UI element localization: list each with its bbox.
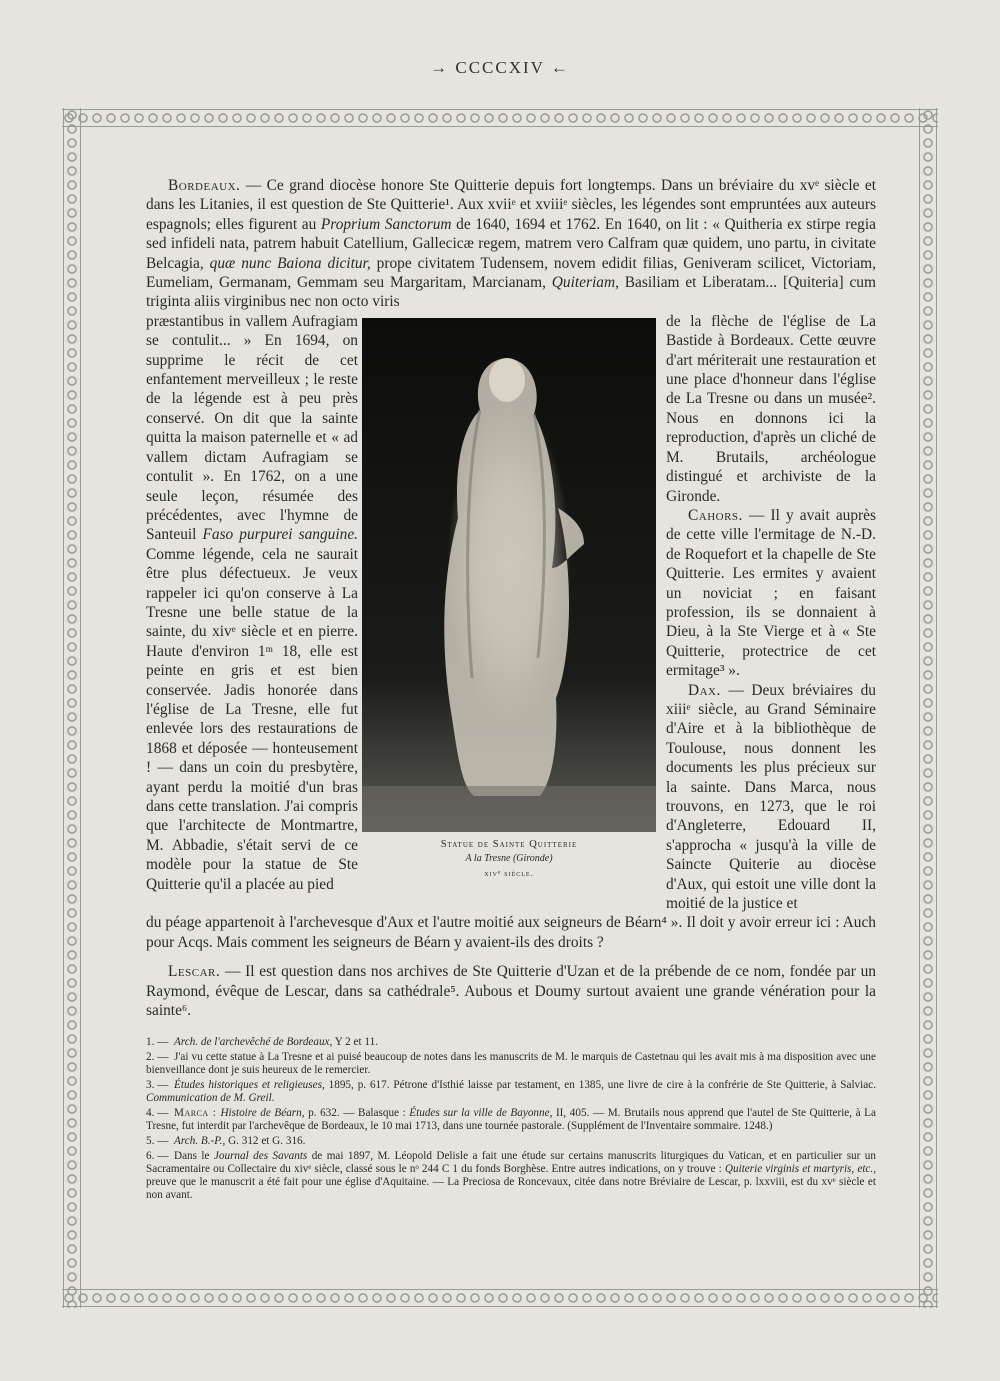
- footnote-number: 5. —: [146, 1135, 169, 1147]
- footnote-number: 1. —: [146, 1036, 169, 1048]
- text: — Ce grand diocèse honore Ste Quitterie depuis fort longtemps. Dans un bréviaire du xvᵉ siècle et dans les Litanies, il est question de Ste Quitterie¹. Aux xviiᵉ et xviiiᵉ siècles, les légendes sont empruntées aux auteurs espagnols; elles figurent au: [146, 177, 876, 233]
- text-italic: quæ nunc Baiona dicitur,: [209, 254, 371, 272]
- section-label-cahors: Cahors.: [688, 506, 743, 524]
- text: de 1640, 1694 et 1762. En 1640, on lit : « Quitheria ex stirpe regia sed infideli nata, patrem habuit Catellium, Gallecicæ regem, matrem vero Calfram quæ quidem, uno partu, in civitate Belcagia,: [146, 215, 876, 272]
- text: 1895, p. 617. Pétrone d'Isthié laisse par testament, en 1385, une livre de cire à la confrérie de Ste Quitterie, à Salviac.: [324, 1079, 876, 1091]
- paragraph-lescar: [146, 962, 876, 1020]
- text-italic: Quiteriam,: [551, 274, 619, 292]
- section-label-bordeaux: Bordeaux.: [168, 177, 241, 194]
- ornamental-border-right: [918, 108, 938, 1308]
- footnote-4: [146, 1107, 876, 1133]
- text-italic: Arch. de l'archevêché de Bordeaux,: [174, 1036, 333, 1048]
- main-text: [146, 176, 876, 1020]
- text: — Il y avait auprès de cette ville l'ermitage de N.-D. de Roquefort et la chapelle de Ste Quitterie. Les ermites y avaient un noviciat ; en faisant profession, ils se donnaient à Dieu, à la Ste Vierge et à « Ste Quitterie, protectrice de cet ermitage³ ».: [666, 506, 876, 680]
- footnote-number: 6. —: [146, 1150, 169, 1162]
- footnote-number: 3. —: [146, 1079, 169, 1091]
- statue-figure: [362, 318, 656, 880]
- text: p. 632. — Balasque :: [304, 1107, 410, 1119]
- ornamental-border-top: [62, 108, 938, 128]
- text: de la flèche de l'église de La Bastide à Bordeaux. Cette œuvre d'art mériterait une restauration et une place d'honneur dans l'église de La Tresne ou dans un musée². Nous en donnons ici la reproduction, d'après un cliché de M. Brutails, archéologue distingué et archiviste de la Gironde.: [666, 312, 876, 505]
- text: Y 2 et 11.: [332, 1036, 378, 1048]
- text: J'ai vu cette statue à La Tresne et ai puisé beaucoup de notes dans les manuscrits de M. le marquis de Castetnau qui les avait mis à ma disposition avec une bienveillance dont je suis heureux de le remercier.: [146, 1051, 876, 1076]
- text: præstantibus in vallem Aufragiam se contulit... » En 1694, on supprime le récit de cet enfantement merveilleux ; le reste de la légende est à peu près conservé. On dit que la sainte quitta la maison paternelle et « ad vallem dictam Aufragiam se contulit ». En 1762, on a une seule leçon, résumée des précédentes, avec l'hymne de Santeuil: [146, 312, 358, 544]
- text: de mai 1897, M. Léopold Delisle a fait une étude sur certains manuscrits liturgiques du Vatican, et en particulier sur un Sacramentaire ou Collectaire du xivᵉ siècle, classé sous le nᵒ 244 C 1 du fonds Borghèse. Entre autres indications, on y trouve :: [146, 1150, 876, 1175]
- footnote-number: 2. —: [146, 1051, 169, 1063]
- footnotes: [146, 1036, 876, 1204]
- footnote-6: [146, 1150, 876, 1202]
- footnote-3: [146, 1079, 876, 1105]
- caption-title: Statue de Sainte Quitterie: [440, 838, 578, 850]
- caption-century: xivᵉ siècle.: [484, 867, 534, 878]
- footnote-number: 4. —: [146, 1107, 169, 1119]
- statue-silhouette: [362, 318, 656, 832]
- section-label-lescar: Lescar.: [168, 963, 221, 981]
- text-italic: Études historiques et religieuses,: [174, 1079, 325, 1091]
- text: — Il est question dans nos archives de Ste Quitterie d'Uzan et de la prébende de ce nom, fondée par un Raymond, évêque de Lescar, dans sa cathédrale⁵. Aubous et Doumy surtout avaient une grande vénération pour la sainte⁶.: [146, 963, 876, 1020]
- text: — Deux bréviaires du xiiiᵉ siècle, au Grand Séminaire d'Aire et à la bibliothèque de Toulouse, nous donnent les documents les plus précieux sur la sainte. Dans Marca, nous trouvons, en 1273, que le roi d'Angleterre, Edouard II, s'approcha « jusqu'à la ville de Saincte Quiterie au diocèse d'Aux, qui estoit une ville dont la moitié de la justice et: [666, 681, 876, 913]
- text: Basiliam et Liberatam... [Quiteria] cum triginta aliis virginibus nec non octo viris: [146, 274, 876, 311]
- text: prope civitatem Tudensem, novem edidit filias, Geniveram scilicet, Victoriam, Eumeliam, Germanam, Gemmam seu Margaritam, Marcianam,: [146, 254, 877, 292]
- right-column: [666, 312, 876, 914]
- ornamental-border-bottom: [62, 1288, 938, 1308]
- text-italic: Études sur la ville de Bayonne,: [409, 1107, 553, 1119]
- ornamental-border-left: [62, 108, 82, 1308]
- text-italic: Proprium Sanctorum: [320, 215, 452, 233]
- text: Marca :: [174, 1107, 221, 1119]
- footnote-1: [146, 1036, 876, 1049]
- page-header: → CCCCXIV ←: [430, 58, 570, 77]
- text-italic: Communication de M. Greil.: [146, 1092, 275, 1104]
- statue-photo: [362, 318, 656, 832]
- text: G. 312 et G. 316.: [225, 1135, 306, 1147]
- section-label-dax: Dax.: [688, 681, 721, 699]
- text-italic: Quiterie virginis et martyris, etc.,: [724, 1163, 876, 1175]
- text: Dans le: [174, 1150, 214, 1162]
- paragraph-dax-continued: du péage appartenoit à l'archevesque d'Aux et l'autre moitié aux seigneurs de Béarn⁴ ». Il doit y avoir erreur ici : Auch pour Acqs. Mais comment les seigneurs de Béarn y avaient-ils des droits ?: [146, 914, 876, 951]
- text-italic: Histoire de Béarn,: [220, 1107, 305, 1119]
- text-italic: Journal des Savants: [213, 1150, 308, 1162]
- caption-place: A la Tresne (Gironde): [465, 852, 553, 864]
- paragraph-dax: [666, 681, 876, 914]
- text: Comme légende, cela ne saurait être plus défectueux. Je veux rappeler ici qu'on conserve à La Tresne une belle statue de la sainte, du xivᵉ siècle et en pierre. Haute d'environ 1ᵐ 18, elle est peinte en gris et est bien conservée. Jadis honorée dans l'église de La Tresne, elle fut enlevée lors des restaurations de 1868 et déposée — honteusement ! — dans un coin du presbytère, ayant perdu la moitié d'un bras dans cette translation. J'ai compris que l'architecte de Montmartre, M. Abbadie, s'était servi de ce modèle pour la statue de Ste Quitterie qu'il a placée au pied: [146, 545, 358, 893]
- text-italic: Arch. B.-P.,: [174, 1135, 226, 1147]
- text: II, 405. — M. Brutails nous apprend que l'autel de Ste Quitterie, à La Tresne, fut interdit par l'archevêque de Bordeaux, le 10 mai 1713, dans une tournée pastorale. (Supplément de l'Inventaire sommaire. 1248.): [146, 1107, 876, 1132]
- paragraph-bordeaux: [146, 176, 876, 312]
- footnote-2: [146, 1051, 876, 1077]
- figure-caption: [362, 838, 656, 880]
- text: preuve que le manuscrit a été fait pour une église d'Aquitaine. — La Preciosa de Roncevaux, citée dans notre Bréviaire de Lescar, p. lxxviii, est du xvᵉ siècle et non avant.: [146, 1176, 876, 1201]
- text-italic: Faso purpurei sanguine.: [202, 526, 358, 544]
- paragraph-cahors: [666, 506, 876, 681]
- footnote-5: [146, 1135, 876, 1148]
- left-column: [146, 312, 358, 894]
